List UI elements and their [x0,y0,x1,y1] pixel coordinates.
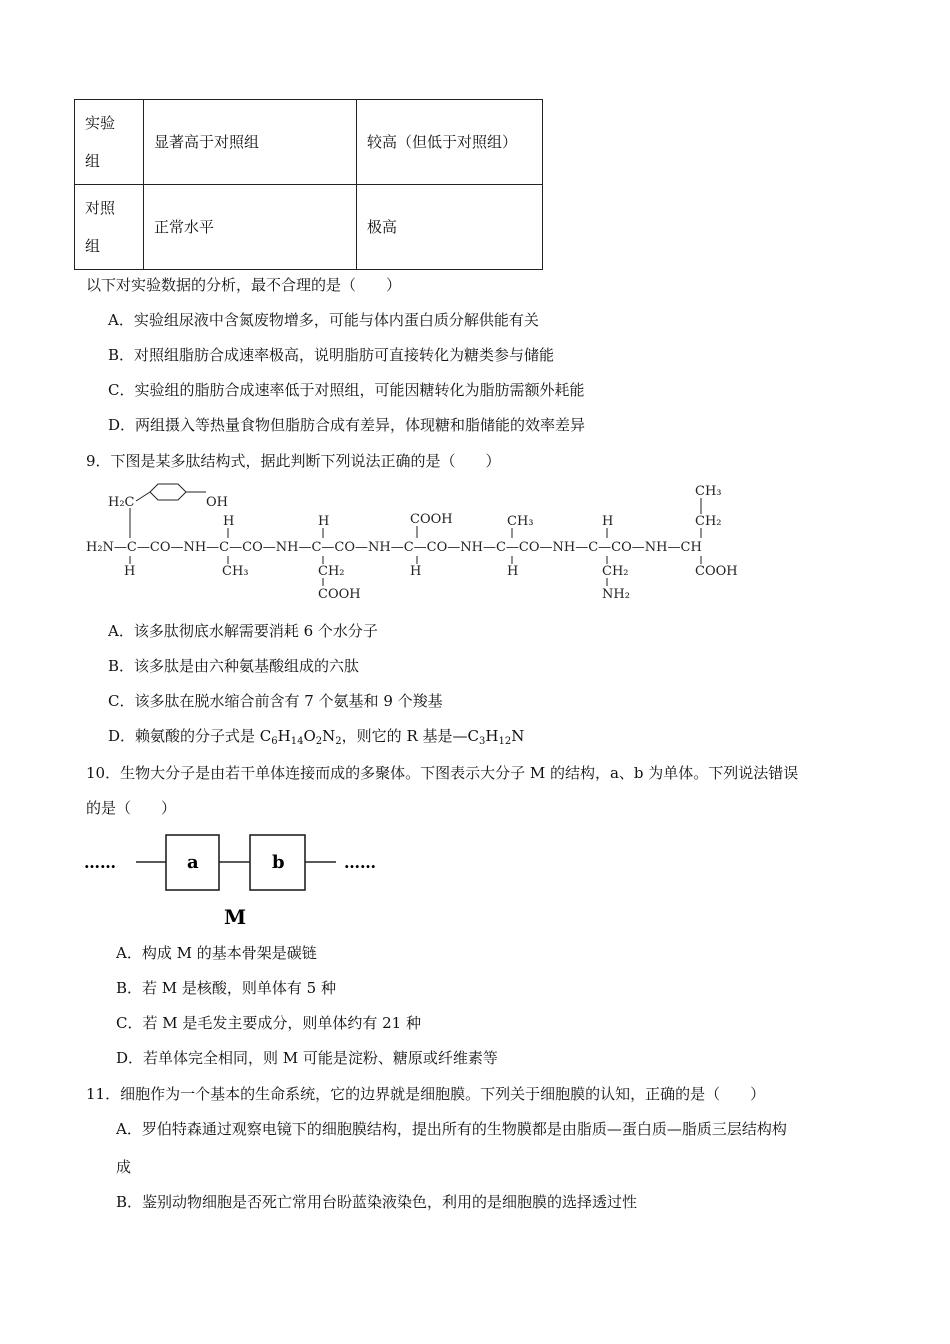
benzene-ring [150,484,186,500]
sub-top: COOH [410,512,453,527]
svg-text:a: a [187,852,199,873]
svg-text:b: b [272,852,285,873]
row-label: 组 [85,237,101,255]
sub-bottom: CH₂ [318,564,345,579]
table-cell [75,100,144,185]
option-b[interactable]: B．该多肽是由六种氨基酸组成的六肽 [108,657,360,675]
option-b[interactable]: B．对照组脂肪合成速率极高，说明脂肪可直接转化为糖类参与储能 [108,346,555,364]
sub-bottom: COOH [695,564,738,579]
option-c[interactable]: C．该多肽在脱水缩合前含有 7 个氨基和 9 个羧基 [108,692,443,710]
sub-bottom: COOH [318,587,361,602]
sub-bottom: H [507,564,519,579]
sub-top: H [602,514,614,529]
data-table [74,99,543,270]
table-cell: 显著高于对照组 [144,100,357,185]
option-a[interactable]: A．实验组尿液中含氮废物增多，可能与体内蛋白质分解供能有关 [108,311,539,329]
table-cell: 正常水平 [144,185,357,270]
sub-top: H [223,514,235,529]
table-cell: 极高 [357,185,543,270]
macromolecule-label: M [224,905,247,929]
main-chain: H₂N—C—CO—NH—C—CO—NH—C—CO—NH—C—CO—NH—C—CO—NH—C—CO—NH—CH [86,540,702,555]
table-row [75,185,543,270]
option-d[interactable]: D．若单体完全相同，则 M 可能是淀粉、糖原或纤维素等 [116,1049,498,1067]
table-row [75,100,543,185]
sub-top: H [318,514,330,529]
option-d[interactable]: D．两组摄入等热量食物但脂肪合成有差异，体现糖和脂储能的效率差异 [108,416,586,434]
option-d[interactable]: D．赖氨酸的分子式是 $C_6H_{14}O_2N_2$，则它的 R 基是$—C_3H_{12}N$ [108,727,525,747]
sub-bottom: H [124,564,136,579]
sub-bottom: CH₃ [222,564,249,579]
table-cell [75,185,144,270]
question-stem: 10．生物大分子是由若干单体连接而成的多聚体。下图表示大分子 M 的结构，a、b 为单体。下列说法错误 [86,764,799,782]
question-stem: 11．细胞作为一个基本的生命系统，它的边界就是细胞膜。下列关于细胞膜的认知，正确的是（ ） [86,1085,766,1103]
sub-top: H₂C [108,495,135,510]
sub-bottom: NH₂ [602,587,630,602]
option-a[interactable]: A．该多肽彻底水解需要消耗 6 个水分子 [108,622,378,640]
table-cell: 较高（但低于对照组） [357,100,543,185]
row-label: 组 [85,152,101,170]
sub-top: CH₃ [507,514,534,529]
polypeptide-structure [80,478,760,608]
row-label: 对照 [85,199,116,217]
option-a[interactable]: A．构成 M 的基本骨架是碳链 [116,944,317,962]
option-c[interactable]: C．若 M 是毛发主要成分，则单体约有 21 种 [116,1014,421,1032]
option-a-cont: 成 [116,1158,132,1176]
ellipsis-left: …… [84,853,116,872]
sub-top: CH₃ [695,484,722,499]
ellipsis-right: …… [344,853,376,872]
question-stem: 以下对实验数据的分析，最不合理的是（ ） [86,276,402,294]
macromolecule-diagram [84,830,404,930]
question-stem-cont: 的是（ ） [86,799,177,817]
row-label: 实验 [85,114,116,132]
sub-top: CH₂ [695,514,722,529]
option-b[interactable]: B．若 M 是核酸，则单体有 5 种 [116,979,336,997]
option-b[interactable]: B．鉴别动物细胞是否死亡常用台盼蓝染液染色，利用的是细胞膜的选择透过性 [116,1193,638,1211]
sub-bottom: H [410,564,422,579]
sub-top: OH [206,495,228,510]
question-stem: 9．下图是某多肽结构式，据此判断下列说法正确的是（ ） [86,452,501,470]
option-a[interactable]: A．罗伯特森通过观察电镜下的细胞膜结构，提出所有的生物膜都是由脂质—蛋白质—脂质三层结构构 [116,1120,787,1138]
sub-bottom: CH₂ [602,564,629,579]
option-c[interactable]: C．实验组的脂肪合成速率低于对照组，可能因糖转化为脂肪需额外耗能 [108,381,585,399]
